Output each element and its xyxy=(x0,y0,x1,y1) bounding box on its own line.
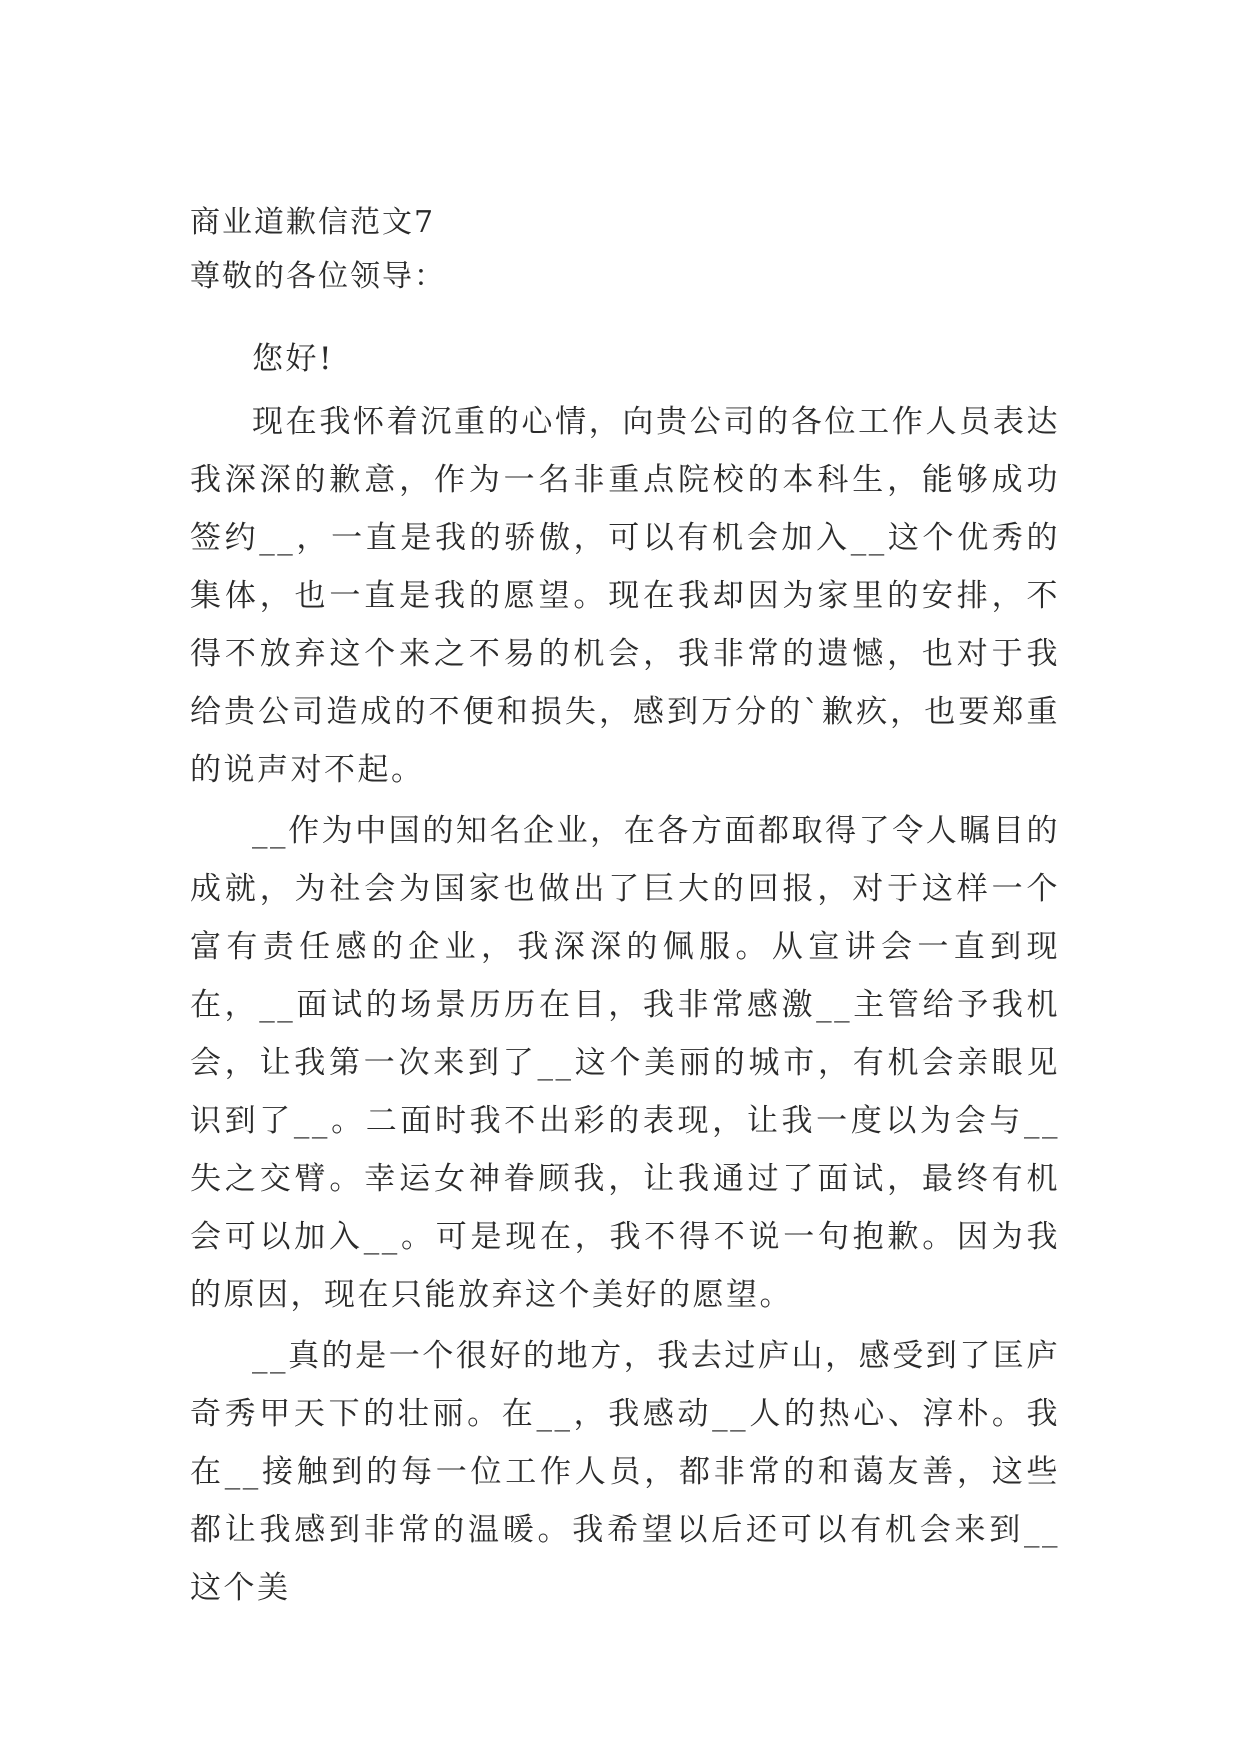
paragraph-1: 现在我怀着沉重的心情，向贵公司的各位工作人员表达我深深的歉意，作为一名非重点院校的本科生，能够成功签约__，一直是我的骄傲，可以有机会加入__这个优秀的集体，也一直是我的愿望。现在我却因为家里的安排，不得不放弃这个来之不易的机会，我非常的遗憾，也对于我给贵公司造成的不便和损失，感到万分的`歉疚，也要郑重的说声对不起。 xyxy=(190,404,1060,788)
salutation: 尊敬的各位领导： xyxy=(190,259,446,294)
greeting: 您好! xyxy=(252,341,334,377)
paragraph-2: __作为中国的知名企业，在各方面都取得了令人瞩目的成就，为社会为国家也做出了巨大的回报，对于这样一个富有责任感的企业，我深深的佩服。从宣讲会一直到现在，__面试的场景历历在目，我非常感激__主管给予我机会，让我第一次来到了__这个美丽的城市，有机会亲眼见识到了__。二面时我不出彩的表现，让我一度以为会与__失之交臂。幸运女神眷顾我，让我通过了面试，最终有机会可以加入__。可是现在，我不得不说一句抱歉。因为我的原因，现在只能放弃这个美好的愿望。 xyxy=(190,813,1060,1313)
letter-body xyxy=(190,333,1060,1620)
paragraph-3: __真的是一个很好的地方，我去过庐山，感受到了匡庐奇秀甲天下的壮丽。在__，我感动__人的热心、淳朴。我在__接触到的每一位工作人员，都非常的和蔼友善，这些都让我感到非常的温暖。我希望以后还可以有机会来到__这个美 xyxy=(190,1338,1060,1606)
document-title: 商业道歉信范文7 xyxy=(190,205,436,240)
